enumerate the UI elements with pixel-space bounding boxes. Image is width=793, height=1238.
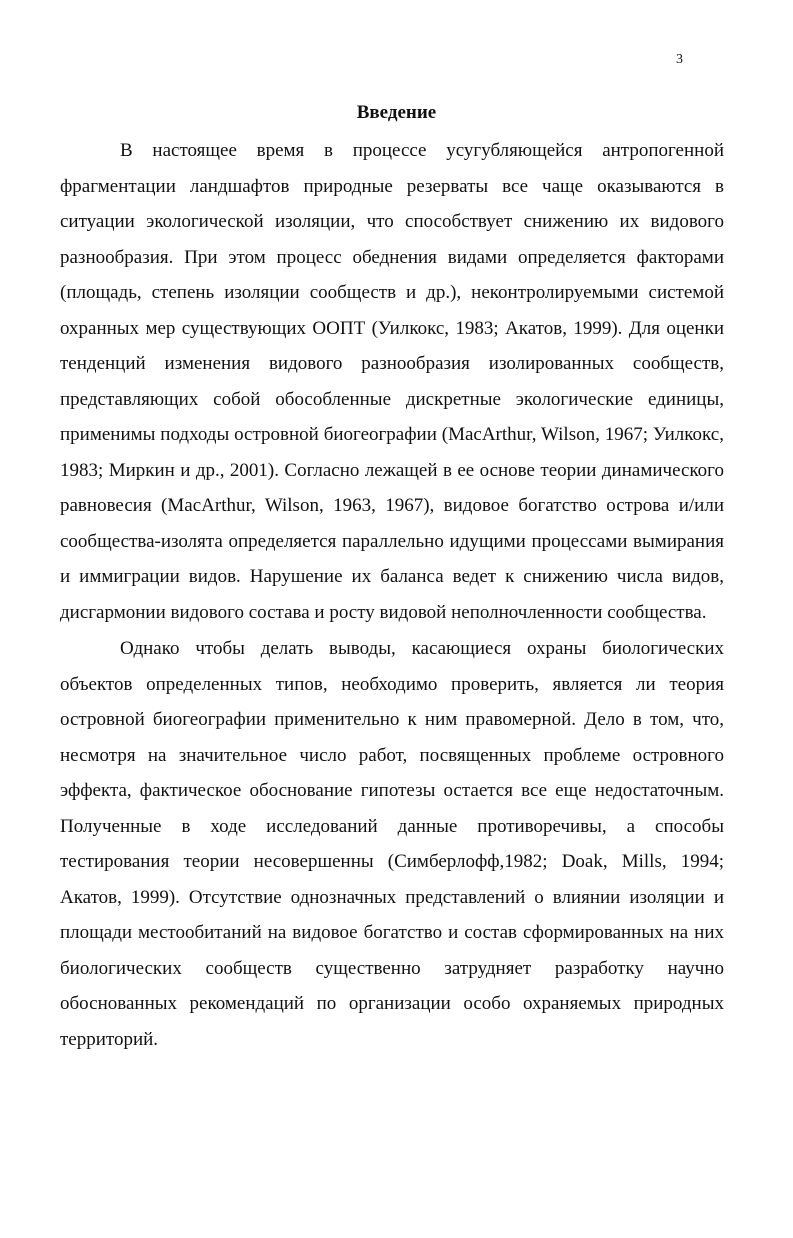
paragraph-1: В настоящее время в процессе усугубляющейся антропогенной фрагментации ландшафтов природные резерваты все чаще оказываются в ситуации экологической изоляции, что способствует снижению их видового разнообразия. При этом процесс обеднения видами определяется факторами (площадь, степень изоляции сообществ и др.), неконтролируемыми системой охранных мер существующих ООПТ (Уилкокс, 1983; Акатов, 1999). Для оценки тенденций изменения видового разнообразия изолированных сообществ, представляющих собой обособленные дискретные экологические единицы, применимы подходы островной биогеографии (MacArthur, Wilson, 1967; Уилкокс, 1983; Миркин и др., 2001). Согласно лежащей в ее основе теории динамического равновесия (MacArthur, Wilson, 1963, 1967), видовое богатство острова и/или сообщества-изолята определяется параллельно идущими процессами вымирания и иммиграции видов. Нарушение их баланса ведет к снижению числа видов, дисгармонии видового состава и росту видовой неполночленности сообщества. [60, 140, 724, 623]
paragraph-2: Однако чтобы делать выводы, касающиеся охраны биологических объектов определенных типов, необходимо проверить, является ли теория островной биогеографии применительно к ним правомерной. Дело в том, что, несмотря на значительное число работ, посвященных проблеме островного эффекта, фактическое обоснование гипотезы остается все еще недостаточным. Полученные в ходе исследований данные противоречивы, а способы тестирования теории несовершенны (Симберлофф,1982; Doak, Mills, 1994; Акатов, 1999). Отсутствие однозначных представлений о влиянии изоляции и площади местообитаний на видовое богатство и состав сформированных на них биологических сообществ существенно затрудняет разработку научно обоснованных рекомендаций по организации особо охраняемых природных территорий. [60, 638, 724, 1050]
section-heading: Введение [356, 102, 437, 123]
body-text [60, 133, 724, 1057]
page-number: 3 [676, 52, 683, 67]
